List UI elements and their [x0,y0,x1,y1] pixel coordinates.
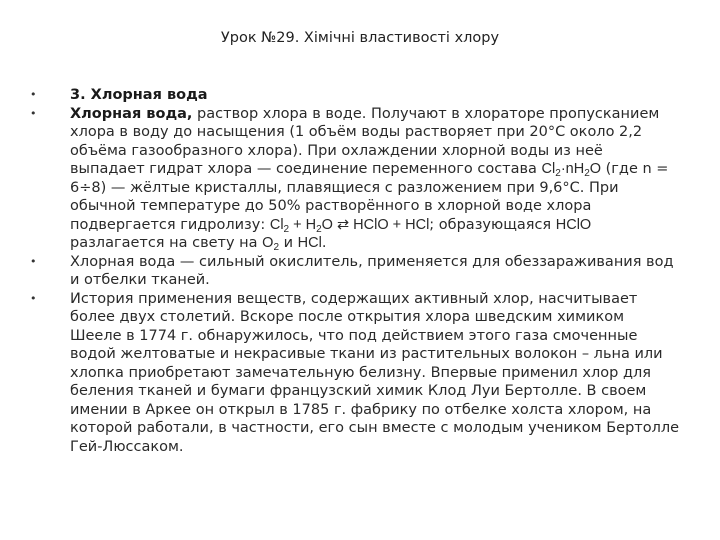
bullet-list [30,86,680,456]
formula-hclo: HClO [555,216,592,233]
definition-text-2: (где n = 6÷8) — жёлтые кристаллы, плавящиеся с разложением при 9,6°С. При обычной температуре до 50% растворённого в хлорной воде хлора подвергается гидролизу: [70,161,669,233]
definition-text-3: ; образующаяся [429,216,556,233]
bullet-icon: • [30,88,37,101]
bullet-icon: • [30,291,37,305]
definition-text-6: . [321,235,327,251]
bullet-icon: • [30,106,37,120]
section-heading: 3. Хлорная вода [70,87,208,103]
bullet-icon: • [30,254,37,268]
formula-hydrolysis: $Cl_2 + H_2O$ ⇄ HClO + HCl [269,216,430,235]
list-item-history [30,290,680,457]
definition-text-4: разлагается на свету на [70,235,263,251]
formula-hcl: HCl [297,235,322,251]
list-item-oxidizer [30,253,680,290]
term-label: Хлорная вода, [70,105,193,122]
formula-oxygen: $O_2$ [262,235,279,253]
history-text: История применения веществ, содержащих активный хлор, насчитывает более двух столетий. Вскоре после открытия хлора шведским химиком Шееле в 1774 г. обнаружилось, что под действием этого газа смоченные водой желтоватые и некрасивые ткани из растительных волокон – льна или хлопка приобретают замечательную белизну. Впервые применил хлор для беления тканей и бумаги французский химик Клод Луи Бертолле. В своем имении в Аркее он открыл в 1785 г. фабрику по отбелке холста хлором, на которой работали, в частности, его сын вместе с молодым учеником Бертолле Гей-Люссаком. [70,290,680,455]
formula-chlorine-hydrate: $Cl_2\cdot nH_2O$ [541,161,602,179]
definition-text-1: раствор хлора в воде. Получают в хлораторе пропусканием хлора в воду до насыщения (1 объём воды растворяет при 20°С около 2,2 объёма газообразного хлора). При охлаждении хлорной воды из неё выпадает гидрат хлора — соединение переменного состава [70,105,660,177]
oxidizer-text: Хлорная вода — сильный окислитель, применяется для обеззараживания вод и отбелки тканей. [70,253,674,288]
list-item-heading [30,86,680,105]
definition-text-5: и [279,235,298,251]
slide-title: Урок №29. Хімічні властивості хлору [220,30,500,46]
list-item-definition [30,105,680,253]
